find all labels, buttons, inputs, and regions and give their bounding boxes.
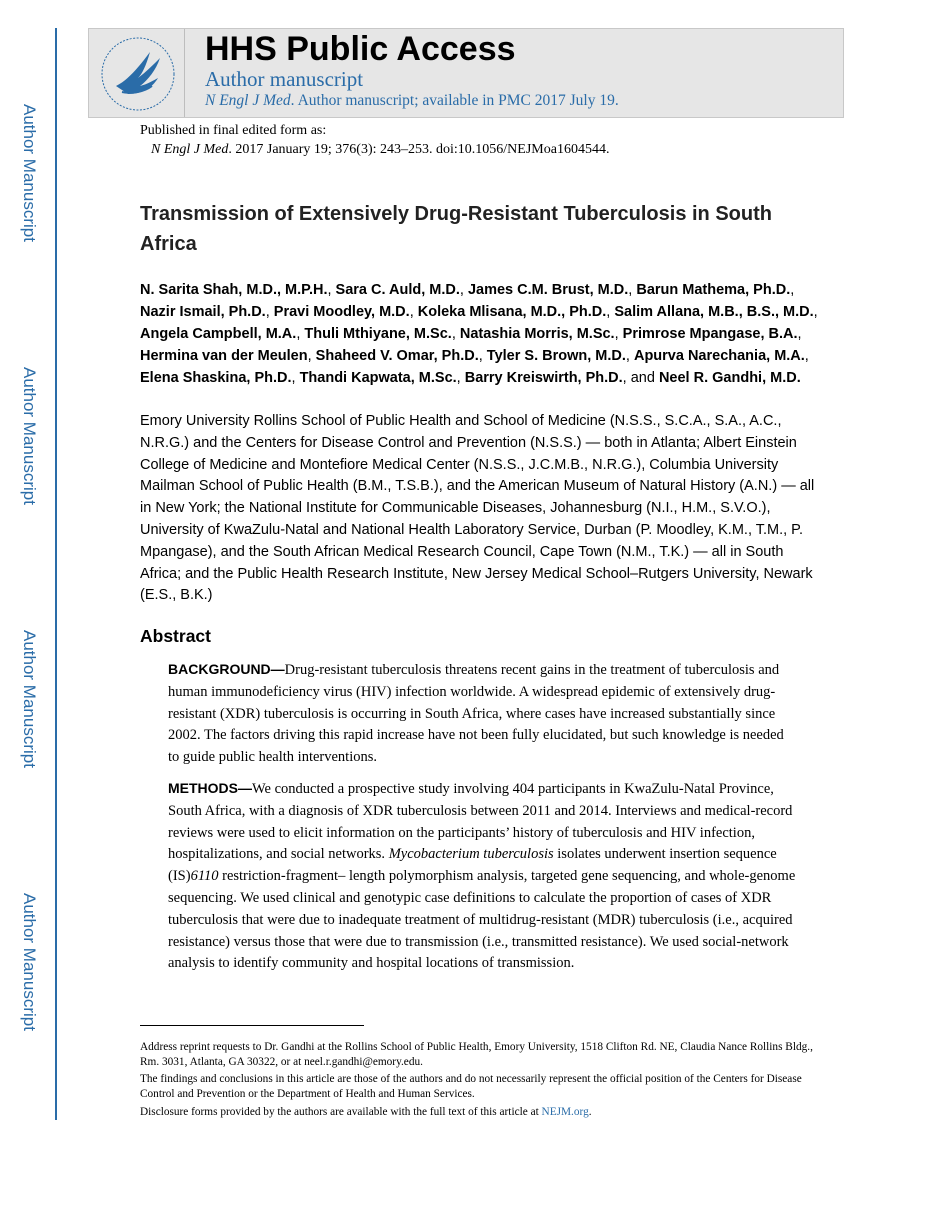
published-label: Published in final edited form as:	[140, 123, 327, 138]
author-name: Elena Shaskina, Ph.D.	[140, 370, 292, 386]
author-name: Natashia Morris, M.Sc.	[459, 326, 615, 342]
author-list: N. Sarita Shah, M.D., M.P.H., Sara C. Auld, M.D., James C.M. Brust, M.D., Barun Mathema, Ph.D., Nazir Ismail, Ph.D., Pravi Moodley, M.D., Koleka Mlisana, M.D., Ph.D., Salim Allana, M.B., B.S., M.D., Angela Campbell, M.A., Thuli Mthiyane, M.Sc., Natashia Morris, M.Sc., Primrose Mpangase, B.A., Hermina van der Meulen, Shaheed V. Omar, Ph.D., Tyler S. Brown, M.D., Apurva Narechania, M.A., Elena Shaskina, Ph.D., Thandi Kapwata, M.Sc., Barry Kreiswirth, Ph.D., and Neel R. Gandhi, M.D.	[140, 282, 818, 386]
side-bar	[55, 28, 57, 1120]
author-name: Nazir Ismail, Ph.D.	[140, 304, 266, 320]
footnote-disclosure: Disclosure forms provided by the authors are available with the full text of this article at NEJM.org.	[140, 1106, 592, 1118]
author-name: Barry Kreiswirth, Ph.D.	[464, 370, 623, 386]
article-title: Transmission of Extensively Drug-Resistant Tuberculosis in South Africa	[140, 203, 772, 255]
abstract-background: BACKGROUND—Drug-resistant tuberculosis threatens recent gains in the treatment of tuberculosis and human immunodeficiency virus (HIV) infection worldwide. A widespread epidemic of extensively drug-resistant (XDR) tuberculosis is occurring in South Africa, where cases have increased substantially since 2002. The factors driving this rapid increase have not been fully elucidated, but such knowledge is needed to guide public health interventions.	[168, 661, 784, 766]
author-name: James C.M. Brust, M.D.	[467, 282, 629, 298]
author-name: Pravi Moodley, M.D.	[273, 304, 410, 320]
author-name: Shaheed V. Omar, Ph.D.	[315, 348, 479, 364]
author-name: Hermina van der Meulen	[140, 348, 308, 364]
header-separator	[184, 29, 185, 117]
author-name: Salim Allana, M.B., B.S., M.D.	[614, 304, 814, 320]
author-name: Primrose Mpangase, B.A.	[622, 326, 798, 342]
author-name: Koleka Mlisana, M.D., Ph.D.	[417, 304, 607, 320]
footnote-disclaimer: The findings and conclusions in this article are those of the authors and do not necessarily represent the official position of the Centers for Disease Control and Prevention or the Department of Health and Human Services.	[140, 1073, 802, 1100]
published-citation: N Engl J Med. 2017 January 19; 376(3): 243–253. doi:10.1056/NEJMoa1604544.	[151, 142, 610, 157]
author-name: Thandi Kapwata, M.Sc.	[299, 370, 457, 386]
footnote-reprint: Address reprint requests to Dr. Gandhi at the Rollins School of Public Health, Emory University, 1518 Clifton Rd. NE, Claudia Nance Rollins Bldg., Rm. 3031, Atlanta, GA 30322, or at neel.r.gandhi@emory.edu.	[140, 1041, 813, 1068]
author-name: Sara C. Auld, M.D.	[335, 282, 460, 298]
author-name: Neel R. Gandhi, M.D.	[658, 370, 801, 386]
journal-name: N Engl J Med	[205, 92, 291, 109]
hhs-subtitle: Author manuscript	[205, 67, 364, 91]
author-name: Thuli Mthiyane, M.Sc.	[304, 326, 452, 342]
author-name: N. Sarita Shah, M.D., M.P.H.	[140, 282, 328, 298]
author-name: Tyler S. Brown, M.D.	[486, 348, 626, 364]
author-name: Angela Campbell, M.A.	[140, 326, 297, 342]
availability-line: N Engl J Med. Author manuscript; available in PMC 2017 July 19.	[205, 92, 619, 109]
author-name: Barun Mathema, Ph.D.	[636, 282, 791, 298]
abstract-heading: Abstract	[140, 626, 211, 646]
abstract-methods: METHODS—We conducted a prospective study involving 404 participants in KwaZulu-Natal Province, South Africa, with a diagnosis of XDR tuberculosis between 2011 and 2014. Interviews and medical-record reviews were used to elicit information on the participants’ history of tuberculosis and HIV infection, hospitalizations, and social networks. Mycobacterium tuberculosis isolates underwent insertion sequence (IS)6110 restriction-fragment– length polymorphism analysis, targeted gene sequencing, and whole-genome sequencing. We used clinical and genotypic case definitions to calculate the proportion of cases of XDR tuberculosis that were due to inadequate treatment of multidrug-resistant (MDR) tuberculosis (i.e., acquired resistance) versus those that were due to transmission (i.e., transmitted resistance). We used social-network analysis to identify community and hospital locations of transmission.	[168, 780, 796, 972]
author-name: Apurva Narechania, M.A.	[633, 348, 805, 364]
hhs-title: HHS Public Access	[205, 30, 516, 68]
affiliations: Emory University Rollins School of Public Health and School of Medicine (N.S.S., S.C.A., S.A., A.C., N.R.G.) and the Centers for Disease Control and Prevention (N.S.S.) — both in Atlanta; Albert Einstein College of Medicine and Montefiore Medical Center (N.S.S., J.C.M.B., N.R.G.), Columbia University Mailman School of Public Health (B.M., T.S.B.), and the American Museum of Natural History (A.N.) — all in New York; the National Institute for Communicable Diseases, Johannesburg (N.I., H.M., S.V.O.), University of KwaZulu-Natal and National Health Laboratory Service, Durban (P. Moodley, K.M., T.M., P. Mpangase), and the South African Medical Research Council, Cape Town (N.M., T.K.) — all in South Africa; and the Public Health Research Institute, New Jersey Medical School–Rutgers University, Newark (E.S., B.K.)	[140, 413, 815, 604]
footnote-divider	[140, 1025, 364, 1026]
nejm-link[interactable]: NEJM.org	[541, 1106, 589, 1118]
hhs-eagle-logo-icon	[98, 34, 178, 114]
